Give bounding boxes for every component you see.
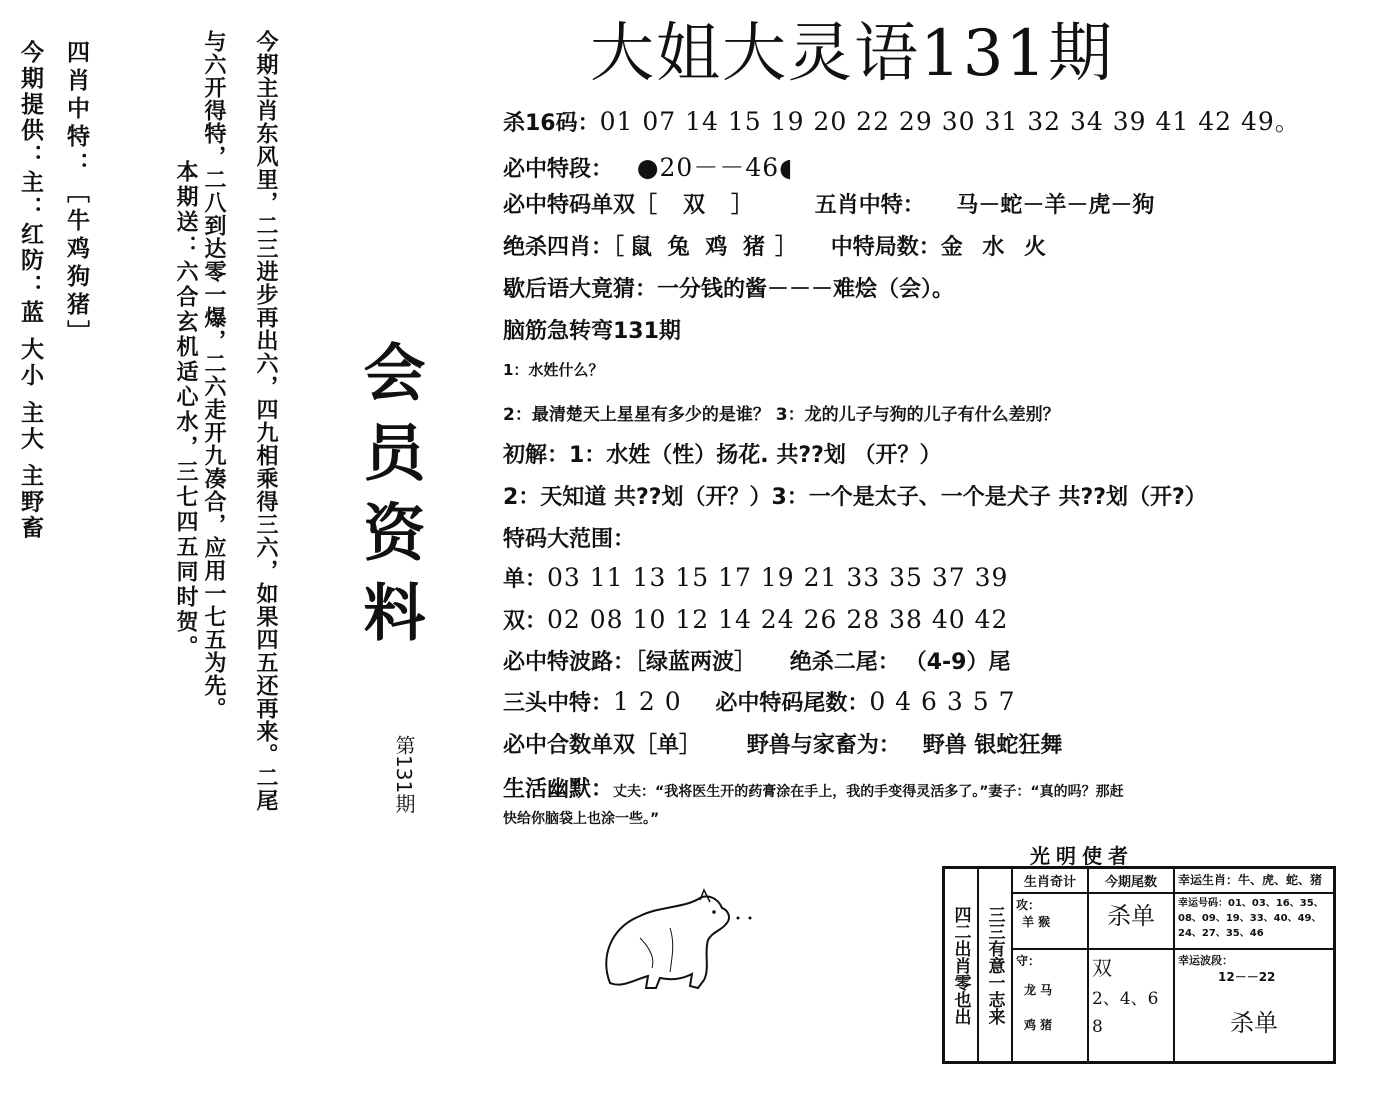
attack-value: 羊 猴 — [1022, 915, 1051, 929]
kill4-close: ］ — [775, 235, 798, 260]
even-numbers: 02 08 10 12 14 24 26 28 38 40 42 — [547, 605, 1009, 634]
question-2-3: 2：最清楚天上星星有多少的是谁？ 3：龙的儿子与狗的儿子有什么差别？ — [503, 405, 1060, 425]
wave-cell — [1174, 949, 1335, 1063]
lucky-wave-label: 幸运波段： — [1178, 954, 1233, 967]
xiehouyu: 歇后语大竟猜：一分钱的酱－－－难烩（会）。 — [503, 277, 955, 302]
header-tail: 今期尾数 — [1088, 868, 1174, 894]
column-b-text: 三三有意一志来 — [984, 905, 1005, 1025]
sum-value: 单 — [657, 733, 680, 758]
defend-value-1: 龙 马 — [1024, 983, 1053, 997]
header-zodiac: 生肖奇计 — [1012, 868, 1088, 894]
odd-numbers: 03 11 13 15 17 19 21 33 35 37 39 — [547, 563, 1009, 592]
humor-line-2: 快给你脑袋上也涂一些。” — [503, 811, 660, 827]
sum-row — [503, 728, 1062, 759]
wave-row — [503, 645, 1010, 676]
beast-label: 野兽与家畜为： — [746, 733, 901, 758]
defend-cell — [1012, 949, 1088, 1063]
attack-label: 攻： — [1016, 898, 1041, 912]
provider-column: 今期提供：主：红防：蓝 大小 主大 主野畜 — [17, 40, 43, 542]
ju-value: 金 水 火 — [940, 235, 1053, 260]
four-zodiac-column: 四肖中特：［牛鸡狗猪］ — [63, 40, 89, 348]
defend-label: 守： — [1016, 954, 1041, 968]
kill16-row — [503, 102, 1301, 138]
lucky-table — [942, 866, 1336, 1064]
poem-column-2: 与六开得特，二八到达零一爆，二六走开九凑合，应用一七五为先。 — [201, 30, 226, 720]
tail-label: 必中特码尾数： — [715, 691, 870, 716]
column-a-cell — [944, 868, 979, 1063]
section-row — [503, 148, 793, 184]
section-value: ●20－－46◖ — [636, 153, 794, 182]
five-zodiac-label: 五肖中特： — [814, 193, 925, 218]
question-1 — [503, 356, 603, 381]
oddeven-close: ］ — [731, 193, 754, 218]
head-label: 三头中特： — [503, 691, 614, 716]
column-a-text: 四二出肖零也出 — [950, 905, 971, 1025]
sum-close: ］ — [679, 733, 702, 758]
kill-tail-label: 绝杀二尾： — [789, 650, 900, 675]
page-title: 大姐大灵语131期 — [590, 17, 1115, 91]
oddeven-value: 双 — [683, 193, 706, 218]
head-value: 1 2 0 — [613, 687, 682, 716]
question-1-text: 1：水姓什么？ — [503, 361, 604, 379]
tail-value: 0 4 6 3 5 7 — [869, 687, 1016, 716]
kill-tail-value: （4-9）尾 — [915, 650, 1011, 675]
double-label: 双 — [1092, 956, 1112, 980]
answer-1: 初解：1：水姓（性）扬花. 共??划 （开？） — [503, 443, 942, 468]
kill4-label: 绝杀四肖：［ — [503, 235, 625, 260]
member-heading: 会员资料 — [353, 340, 426, 660]
humor-label: 生活幽默： — [503, 777, 614, 802]
five-zodiac-value: 马－蛇－羊－虎－狗 — [956, 193, 1155, 218]
odd-label: 单： — [503, 567, 548, 592]
double-cell — [1088, 949, 1174, 1063]
sum-label: 必中合数单双［ — [503, 733, 658, 758]
kill-single-bottom: 杀单 — [1230, 1009, 1278, 1037]
even-label: 双： — [503, 609, 548, 634]
kill16-label: 杀16码： — [503, 111, 600, 136]
humor-row — [503, 772, 1124, 803]
pig-illustration — [600, 888, 760, 998]
odd-row — [503, 562, 1008, 593]
range-label: 特码大范围： — [503, 527, 636, 552]
lucky-wave-value: 12－－22 — [1218, 970, 1276, 984]
wave-label: 必中特波路：［ — [503, 650, 647, 675]
brain-title: 脑筋急转弯131期 — [503, 319, 681, 344]
wave-close: ］ — [734, 650, 757, 675]
oddeven-row — [503, 188, 1154, 219]
oddeven-label: 必中特码单双［ — [503, 193, 658, 218]
even-row — [503, 604, 1008, 635]
wave-value: 绿蓝两波 — [646, 650, 735, 675]
kill4-value: 鼠 兔 鸡 猪 — [630, 235, 769, 260]
humor-line-1: 丈夫：“我将医生开的药膏涂在手上，我的手变得灵活多了。”妻子：“真的吗？那赶 — [613, 784, 1124, 800]
lucky-numbers: 幸运号码：01、03、16、35、08、09、19、33、40、49、24、27、35、46 — [1174, 893, 1335, 949]
kill4-row — [503, 230, 1052, 261]
double-values: 2、4、6 8 — [1092, 989, 1159, 1037]
table-title: 光明使者 — [1030, 844, 1134, 868]
kill-single-top: 杀单 — [1088, 893, 1174, 949]
kill16-numbers: 01 07 14 15 19 20 22 29 30 31 32 34 39 41 42 49。 — [599, 107, 1301, 136]
attack-cell — [1012, 893, 1088, 949]
column-b-cell — [978, 868, 1012, 1063]
ju-label: 中特局数： — [830, 235, 941, 260]
issue-number: 第131期 — [392, 735, 416, 814]
head-row — [503, 686, 1016, 717]
defend-value-2: 鸡 猪 — [1024, 1018, 1053, 1032]
poem-column-1: 今期主肖东风里，二三进步再出六，四九相乘得三六，如果四五还再来。二尾 — [253, 30, 278, 812]
gift-column: 本期送：六合玄机适心水，三七四五同时贺。 — [173, 160, 198, 660]
beast-value: 野兽 银蛇狂舞 — [922, 733, 1063, 758]
section-label: 必中特段： — [503, 157, 614, 182]
lucky-zodiac: 幸运生肖：牛、虎、蛇、猪 — [1174, 868, 1335, 894]
answer-2-3: 2：天知道 共??划（开？）3：一个是太子、一个是犬子 共??划（开?） — [503, 485, 1207, 510]
